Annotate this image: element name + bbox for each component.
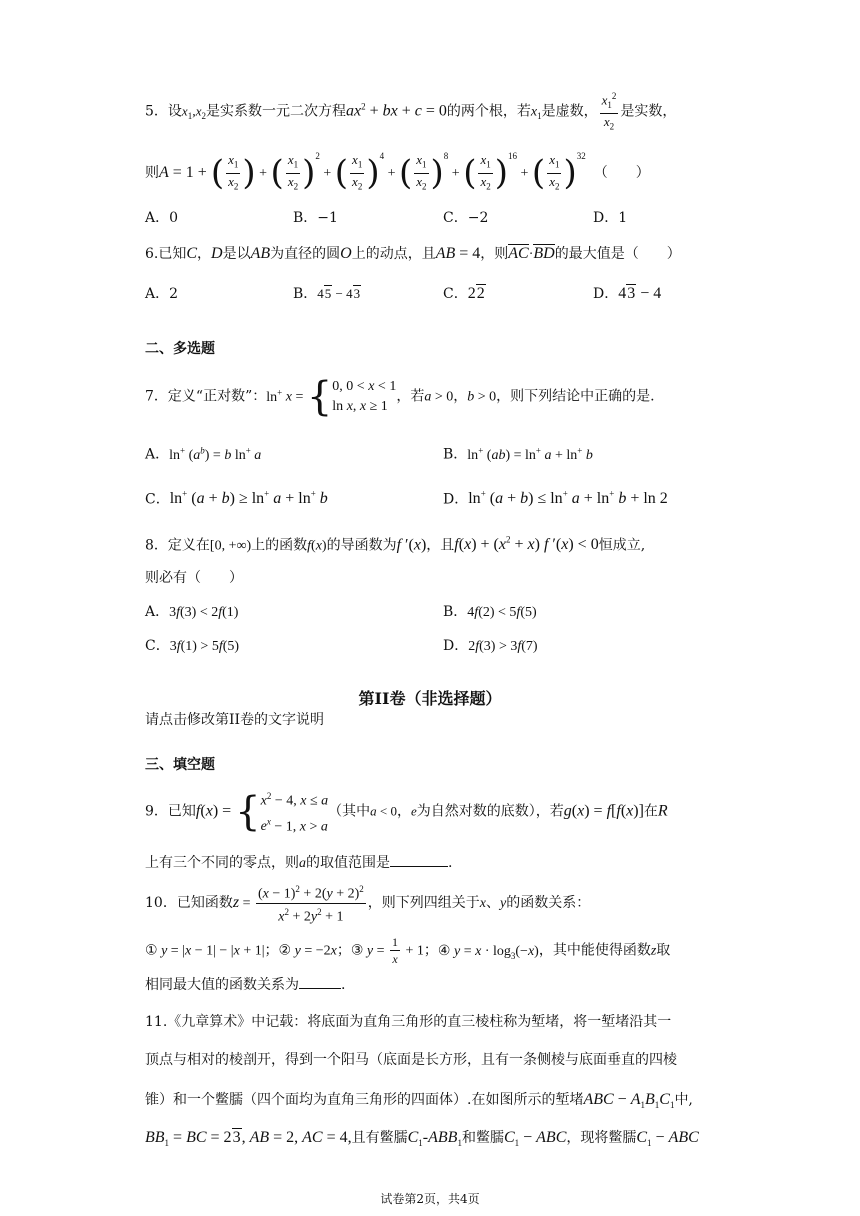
- q9-answer-blank[interactable]: [390, 852, 448, 867]
- q9-line2: 上有三个不同的零点，则a的取值范围是 .: [145, 852, 452, 874]
- q9-line1: 9．已知f(x) = { $x^2 - 4$, x ≤ a $e^x - 1$, x > a （其中a < 0，e为自然对数的底数），若g(x) = f[f(x)]在R: [145, 788, 668, 835]
- q5-option-d[interactable]: D．1: [593, 210, 628, 226]
- q5-option-b[interactable]: B．−1: [293, 210, 338, 226]
- q10-line3: 相同最大值的函数关系为 .: [145, 974, 345, 995]
- q5-option-c[interactable]: C．−2: [443, 210, 489, 226]
- q7-option-a[interactable]: A．$\ln^+ (a^b) = b$ ln+ a: [145, 445, 262, 463]
- q7-option-c[interactable]: C．ln+ (a + b) ≥ ln+ a + ln+ b: [145, 489, 328, 508]
- q6-option-c[interactable]: C．22: [443, 285, 485, 302]
- q8-option-b[interactable]: B．4f(2) < 5f(5): [443, 604, 537, 620]
- q10-line1: 10．已知函数z = $\frac{(x - 1)^2 + 2(y + 2)^2}{x^2 + 2y^2 + 1}$ ，则下列四组关于x、y的函数关系：: [145, 880, 590, 927]
- q6-option-b[interactable]: B．45 − 43: [293, 286, 361, 302]
- q8-option-d[interactable]: D．2f(3) > 3f(7): [443, 638, 538, 654]
- q6-option-d[interactable]: D．43 − 4: [593, 285, 662, 302]
- q8-option-a[interactable]: A．3f(3) < 2f(1): [145, 604, 239, 620]
- page-footer: 试卷第2页，共4页: [380, 1192, 480, 1206]
- q5-formula: 则A = 1 + ( $\frac{x_1}{x_2}$ ) + ( $\frac{x_1}{x_2}$ )$^2$ + ( $\frac{x_1}{x_2}$ )$^4$ + ( $\frac{x_1}{x_2}$ )$^8$ + ( $\frac{x_1}{x_2}$ )$^{16}$ + ( $\frac{x_1}{x_2}$ )$^{32}$（ ）: [145, 151, 650, 194]
- section-fill-in: 三、填空题: [145, 757, 215, 773]
- part2-title: 第II卷（非选择题）: [358, 689, 502, 708]
- q8-option-c[interactable]: C．3f(1) > 5f(5): [145, 638, 240, 654]
- q11-line3: 锥）和一个鳖臑（四个面均为直角三角形的四面体）.在如图所示的堑堵ABC − $A_1B_1C_1$中,: [145, 1091, 693, 1111]
- q5-line1: 5．设$x_1,x_2$是实系数一元二次方程$ax^2$ + bx + c = 0的两个根，若$x_1$是虚数， $\frac{x_1^2}{x_2}$ 是实数，: [145, 88, 676, 135]
- q10-answer-blank[interactable]: [299, 974, 341, 989]
- q8-line1: 8．定义在[0, +∞)上的函数f(x)的导函数为f ′(x)，且$f(x) + (x^2 + x)$ f ′(x) < 0恒成立,: [145, 535, 646, 554]
- q7-option-d[interactable]: D．ln+ (a + b) ≤ ln+ a + ln+ b + ln 2: [443, 489, 668, 508]
- q7-option-b[interactable]: B．ln+ (ab) = ln+ a + ln+ b: [443, 445, 593, 463]
- q11-line4: $BB_1$ = BC = 23, AB = 2, AC = 4,且有鳖臑$C_1-ABB_1$和鳖臑$C_1$ − ABC，现将鳖臑$C_1$ − ABC: [145, 1129, 699, 1149]
- q5-option-a[interactable]: A．0: [145, 210, 179, 226]
- part2-note[interactable]: 请点击修改第II卷的文字说明: [145, 712, 325, 728]
- q5-number: 5．: [145, 103, 168, 120]
- q8-line2: 则必有（ ）: [145, 570, 243, 586]
- q6-line1: 6.已知C，D是以AB为直径的圆O上的动点，且AB = 4，则AC·BD的最大值是（ ）: [145, 245, 681, 262]
- q11-line2: 顶点与相对的棱剖开，得到一个阳马（底面是长方形，且有一条侧棱与底面垂直的四棱: [145, 1052, 677, 1068]
- q10-line2: ① y = |x − 1| − |x + 1|；② y = −2x；③ y = $\frac{1}{x}$ + 1；④ $y = x \cdot \log_3(-x)$，其中能使得函数z取: [145, 935, 671, 966]
- q11-line1: 11.《九章算术》中记载：将底面为直角三角形的直三棱柱称为堑堵，将一堑堵沿其一: [145, 1014, 672, 1030]
- section-multiple-choice: 二、多选题: [145, 341, 215, 357]
- q6-option-a[interactable]: A．2: [145, 286, 179, 302]
- q7-line1: 7．定义“正对数”：ln+ x = { 0, 0 < x < 1 ln x, x ≥ 1 ，若a > 0，b > 0，则下列结论中正确的是.: [145, 373, 655, 420]
